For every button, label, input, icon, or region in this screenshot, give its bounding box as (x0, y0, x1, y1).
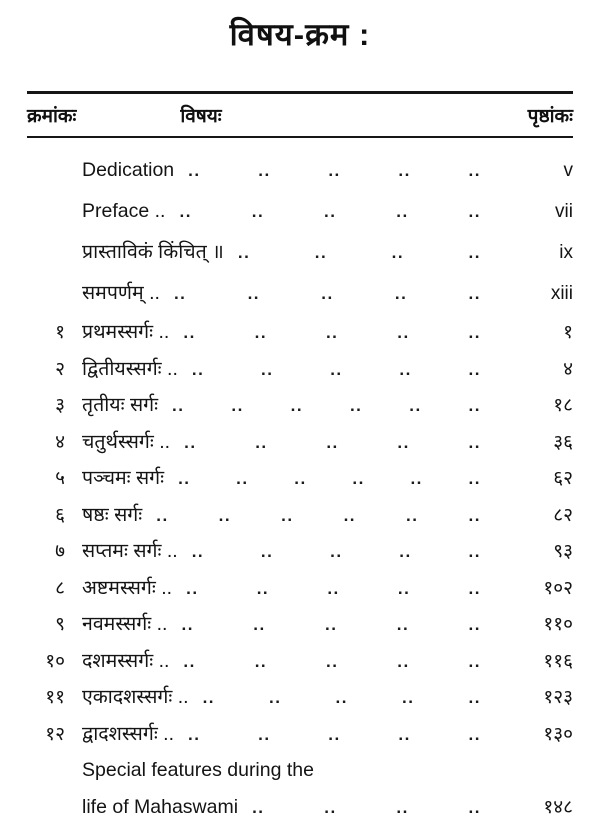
leader-dot-group: .. (324, 202, 337, 221)
leader-dot-group: .. (397, 651, 410, 671)
row-subject: प्रास्ताविकं किंचित् ॥ (82, 241, 224, 263)
leader-dot-group: .. (468, 469, 481, 488)
leader-dot-group: .. (256, 578, 270, 598)
row-subject: दशमस्सर्गः .. (82, 649, 170, 672)
leader-dot-group: .. (328, 161, 341, 180)
leader-dot-group: .. (202, 688, 216, 707)
leader-dot-group: .. (325, 615, 338, 634)
row-dot-leader (160, 273, 523, 314)
leader-dot-group: .. (399, 359, 412, 379)
row-dot-leader (169, 644, 523, 681)
row-subject: Special features during the (82, 759, 314, 781)
row-dot-leader (142, 498, 523, 535)
row-serial: १ (55, 322, 65, 343)
row-subject: नवमस्सर्गः .. (82, 613, 168, 635)
row-dot-leader (174, 717, 523, 754)
row-dot-leader (224, 232, 523, 273)
row-page-number: १२३ (543, 687, 573, 708)
row-subject: पञ्चमः सर्गः (82, 467, 165, 489)
row-subject: सप्तमः सर्गः .. (82, 540, 178, 562)
leader-dot-group: .. (321, 284, 334, 303)
leader-dot-group: .. (398, 161, 411, 180)
row-page-number: ८२ (553, 504, 573, 526)
leader-dot-group: .. (255, 432, 268, 452)
leader-dot-group: .. (269, 688, 282, 707)
row-page-number: १०२ (543, 577, 573, 599)
toc-row (27, 533, 573, 570)
toc-row (27, 497, 573, 534)
row-dot-leader (170, 425, 523, 462)
row-serial: ११ (45, 687, 65, 708)
leader-dot-group: .. (343, 505, 357, 525)
leader-dot-group: .. (253, 615, 266, 634)
leader-dot-group: .. (397, 578, 411, 598)
row-subject: षष्ठः सर्गः (82, 503, 143, 526)
row-dot-leader (189, 680, 523, 717)
page-title: विषय-क्रम : (229, 17, 371, 52)
leader-dot-group: .. (326, 432, 339, 452)
leader-dot-group: .. (191, 542, 205, 561)
toc-row (27, 314, 573, 351)
row-dot-leader (238, 790, 523, 826)
leader-dot-group: .. (258, 724, 271, 744)
row-serial: ९ (55, 614, 65, 635)
leader-dot-group: .. (468, 396, 481, 415)
row-subject: समपर्णम् .. (82, 282, 160, 304)
row-subject: life of Mahaswami (82, 795, 239, 818)
row-serial: ८ (55, 577, 65, 599)
row-subject: एकादशस्सर्गः .. (82, 686, 189, 708)
leader-dot-group: .. (410, 469, 423, 488)
toc-row (27, 606, 573, 643)
row-serial: ६ (55, 504, 65, 526)
leader-dot-group: .. (406, 505, 419, 525)
row-dot-leader (178, 352, 523, 389)
row-serial: ३ (55, 395, 65, 416)
row-serial: ५ (55, 468, 65, 489)
toc-row (27, 150, 573, 191)
leader-dot-group: .. (327, 578, 340, 598)
leader-dot-group: .. (399, 542, 412, 561)
row-page-number: v (563, 160, 573, 181)
leader-dot-group: .. (468, 284, 481, 303)
row-dot-leader (158, 388, 523, 425)
toc-row (27, 191, 573, 232)
row-page-number: ९३ (553, 541, 573, 562)
leader-dot-group: .. (468, 578, 481, 598)
row-page-number: xiii (550, 283, 573, 304)
leader-dot-group: .. (468, 359, 481, 379)
row-page-number: ११६ (543, 650, 573, 672)
row-serial: १० (45, 650, 65, 672)
leader-dot-group: .. (186, 578, 199, 598)
row-dot-leader (167, 607, 523, 644)
toc-row (27, 643, 573, 680)
leader-dot-group: .. (335, 688, 348, 707)
leader-dot-group: .. (181, 615, 194, 634)
toc-row (27, 460, 573, 497)
row-page-number: ४ (563, 358, 573, 380)
header-subject-label: विषयः (180, 106, 222, 127)
leader-dot-group: .. (468, 202, 481, 221)
row-dot-leader (169, 315, 523, 352)
leader-dot-group: .. (294, 469, 307, 488)
toc-row (27, 752, 573, 789)
leader-dot-group: .. (409, 396, 422, 415)
leader-dot-group: .. (468, 797, 481, 817)
leader-dot-group: .. (468, 505, 481, 525)
leader-dot-group: .. (396, 797, 409, 817)
row-dot-leader (174, 150, 523, 191)
leader-dot-group: .. (231, 396, 244, 415)
leader-dot-group: .. (397, 323, 410, 342)
leader-dot-group: .. (237, 243, 251, 262)
row-subject: प्रथमस्सर्गः .. (82, 321, 170, 343)
toc-row (27, 570, 573, 607)
leader-dot-group: .. (172, 396, 185, 415)
row-page-number: vii (555, 201, 573, 222)
leader-dot-group: .. (468, 243, 481, 262)
row-subject: अष्टमस्सर्गः .. (82, 576, 173, 599)
leader-dot-group: .. (468, 432, 481, 452)
row-dot-leader (178, 534, 523, 571)
leader-dot-group: .. (183, 323, 196, 342)
leader-dot-group: .. (468, 615, 481, 634)
leader-dot-group: .. (398, 724, 411, 744)
leader-dot-group: .. (325, 651, 339, 671)
leader-dot-group: .. (328, 724, 341, 744)
row-serial: ४ (55, 431, 65, 453)
leader-dot-group: .. (179, 202, 192, 221)
toc-row (27, 679, 573, 716)
leader-dot-group: .. (254, 651, 268, 671)
toc-row (27, 424, 573, 461)
leader-dot-group: .. (178, 469, 191, 488)
row-page-number: ३६ (553, 431, 573, 453)
row-serial: २ (55, 358, 65, 380)
toc-row (27, 387, 573, 424)
row-subject: तृतीयः सर्गः (82, 394, 159, 416)
leader-dot-group: .. (290, 396, 304, 415)
leader-dot-group: .. (247, 284, 261, 303)
leader-dot-group: .. (188, 724, 201, 744)
row-page-number: १ (563, 322, 573, 343)
leader-dot-group: .. (468, 651, 481, 671)
header-rule-bottom (27, 136, 573, 138)
leader-dot-group: .. (183, 651, 196, 671)
row-page-number: ix (559, 242, 573, 263)
header-page-label: पृष्ठांकः (527, 106, 573, 127)
toc-row (27, 273, 573, 314)
leader-dot-group: .. (251, 202, 265, 221)
row-dot-leader (164, 461, 523, 498)
row-dot-leader (172, 571, 523, 608)
leader-dot-group: .. (352, 469, 365, 488)
leader-dot-group: .. (325, 323, 339, 342)
toc-row (27, 716, 573, 753)
row-subject: चतुर्थस्सर्गः .. (82, 430, 171, 453)
leader-dot-group: .. (252, 797, 265, 817)
toc-rows (27, 150, 573, 825)
leader-dot-group: .. (188, 161, 201, 180)
leader-dot-group: .. (349, 396, 363, 415)
row-subject: Dedication (82, 159, 175, 181)
row-subject: Preface .. (82, 200, 166, 222)
leader-dot-group: .. (330, 542, 343, 561)
leader-dot-group: .. (396, 202, 409, 221)
leader-dot-group: .. (236, 469, 249, 488)
leader-dot-group: .. (402, 688, 415, 707)
leader-dot-group: .. (191, 359, 205, 379)
leader-dot-group: .. (314, 243, 328, 262)
leader-dot-group: .. (184, 432, 197, 452)
leader-dot-group: .. (396, 615, 410, 634)
leader-dot-group: .. (173, 284, 187, 303)
row-dot-leader (165, 191, 523, 232)
row-serial: १२ (45, 723, 65, 745)
leader-dot-group: .. (260, 542, 274, 561)
row-page-number: १४८ (543, 796, 573, 818)
leader-dot-group: .. (258, 161, 271, 180)
toc-row (27, 232, 573, 273)
row-page-number: ११० (543, 614, 573, 635)
toc-row (27, 351, 573, 388)
leader-dot-group: .. (394, 284, 408, 303)
leader-dot-group: .. (468, 724, 481, 744)
leader-dot-group: .. (324, 797, 337, 817)
leader-dot-group: .. (397, 432, 410, 452)
row-page-number: १३० (543, 723, 573, 745)
leader-dot-group: .. (391, 243, 405, 262)
row-subject: द्वितीयस्सर्गः .. (82, 357, 178, 380)
toc-row (27, 789, 573, 826)
table-header (27, 94, 573, 136)
leader-dot-group: .. (281, 505, 294, 525)
leader-dot-group: .. (261, 359, 274, 379)
leader-dot-group: .. (330, 359, 343, 379)
leader-dot-group: .. (468, 688, 481, 707)
header-serial-label: क्रमांकः (27, 106, 77, 127)
row-serial: ७ (55, 541, 65, 562)
leader-dot-group: .. (468, 323, 481, 342)
leader-dot-group: .. (468, 161, 481, 180)
leader-dot-group: .. (218, 505, 232, 525)
leader-dot-group: .. (254, 323, 268, 342)
leader-dot-group: .. (468, 542, 481, 561)
row-subject: द्वादशस्सर्गः .. (82, 722, 175, 745)
row-page-number: ६२ (553, 468, 573, 489)
row-page-number: १८ (553, 395, 573, 416)
leader-dot-group: .. (156, 505, 169, 525)
